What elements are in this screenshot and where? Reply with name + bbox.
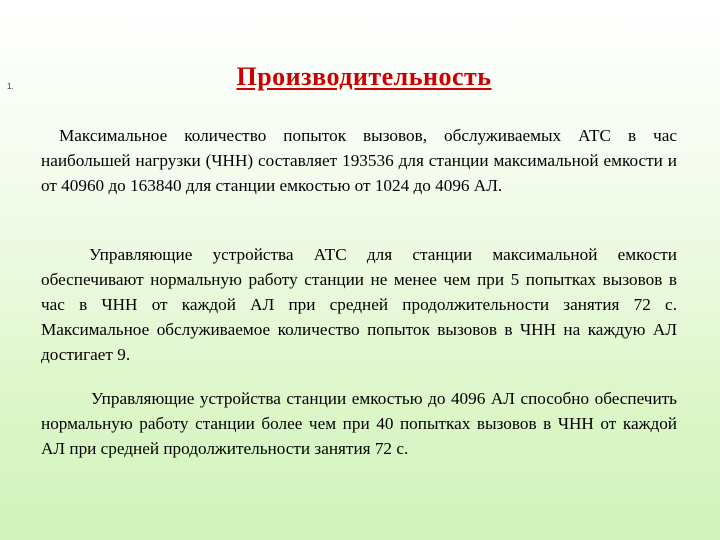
- slide-number: 1.: [7, 82, 14, 91]
- paragraph-capacity: Максимальное количество попыток вызовов, обслуживаемых АТС в час наибольшей нагрузки (ЧНН) составляет 193536 для станции максимальной емкости и от 40960 до 163840 для станции емкостью от 1024 до 4096 АЛ.: [41, 126, 677, 195]
- paragraph-max-capacity-control: Управляющие устройства АТС для станции максимальной емкости обеспечивают нормальную работу станции не менее чем при 5 попытках вызовов в час в ЧНН от каждой АЛ при средней продолжительности занятия 72 с. Максимальное обслуживаемое количество попыток вызовов в ЧНН на каждую АЛ достигает 9.: [41, 245, 677, 364]
- paragraph-4096-control: Управляющие устройства станции емкостью до 4096 АЛ способно обеспечить нормальную работу станции более чем при 40 попытках вызовов в ЧНН от каждой АЛ при средней продолжительности занятия 72 с.: [41, 389, 677, 458]
- slide-title: Производительность: [236, 62, 492, 91]
